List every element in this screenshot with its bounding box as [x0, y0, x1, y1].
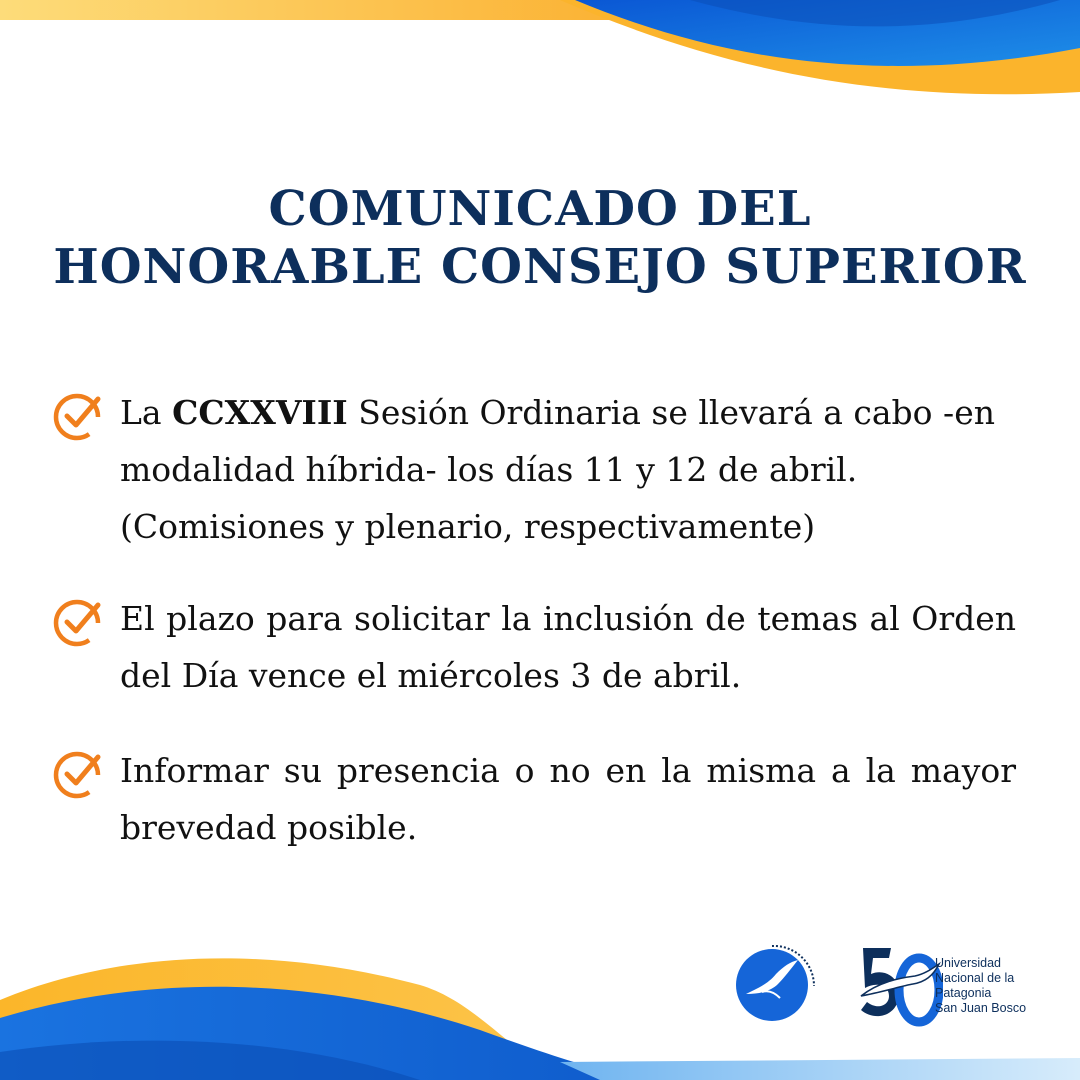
- title-line-1: COMUNICADO DEL: [268, 181, 812, 237]
- session-number: CCXXVIII: [172, 393, 348, 432]
- check-circle-icon: [52, 746, 108, 802]
- check-circle-icon: [52, 594, 108, 650]
- list-item: [52, 590, 1016, 704]
- university-name: Universidad Nacional de la Patagonia San Juan Bosco: [935, 956, 1027, 1015]
- university-seal-icon: [732, 940, 818, 1026]
- page-title: [0, 180, 1080, 296]
- item-text: La CCXXVIII Sesión Ordinaria se llevará a cabo -en modalidad híbrida- los días 11 y 12 de abril. (Comisiones y plenario, respectivamente): [120, 393, 995, 546]
- bottom-light-band: [560, 1058, 1080, 1080]
- list-item: [52, 742, 1016, 856]
- check-circle-icon: [52, 388, 108, 444]
- title-line-2: HONORABLE CONSEJO SUPERIOR: [53, 239, 1027, 295]
- item-text: Informar su presencia o no en la misma a la mayor brevedad posible.: [120, 751, 1016, 847]
- list-item: [52, 384, 1016, 555]
- item-text: El plazo para solicitar la inclusión de temas al Orden del Día vence el miércoles 3 de abril.: [120, 599, 1016, 695]
- 50-anniversary-logo-icon: [855, 938, 943, 1030]
- top-yellow-band: [0, 0, 650, 20]
